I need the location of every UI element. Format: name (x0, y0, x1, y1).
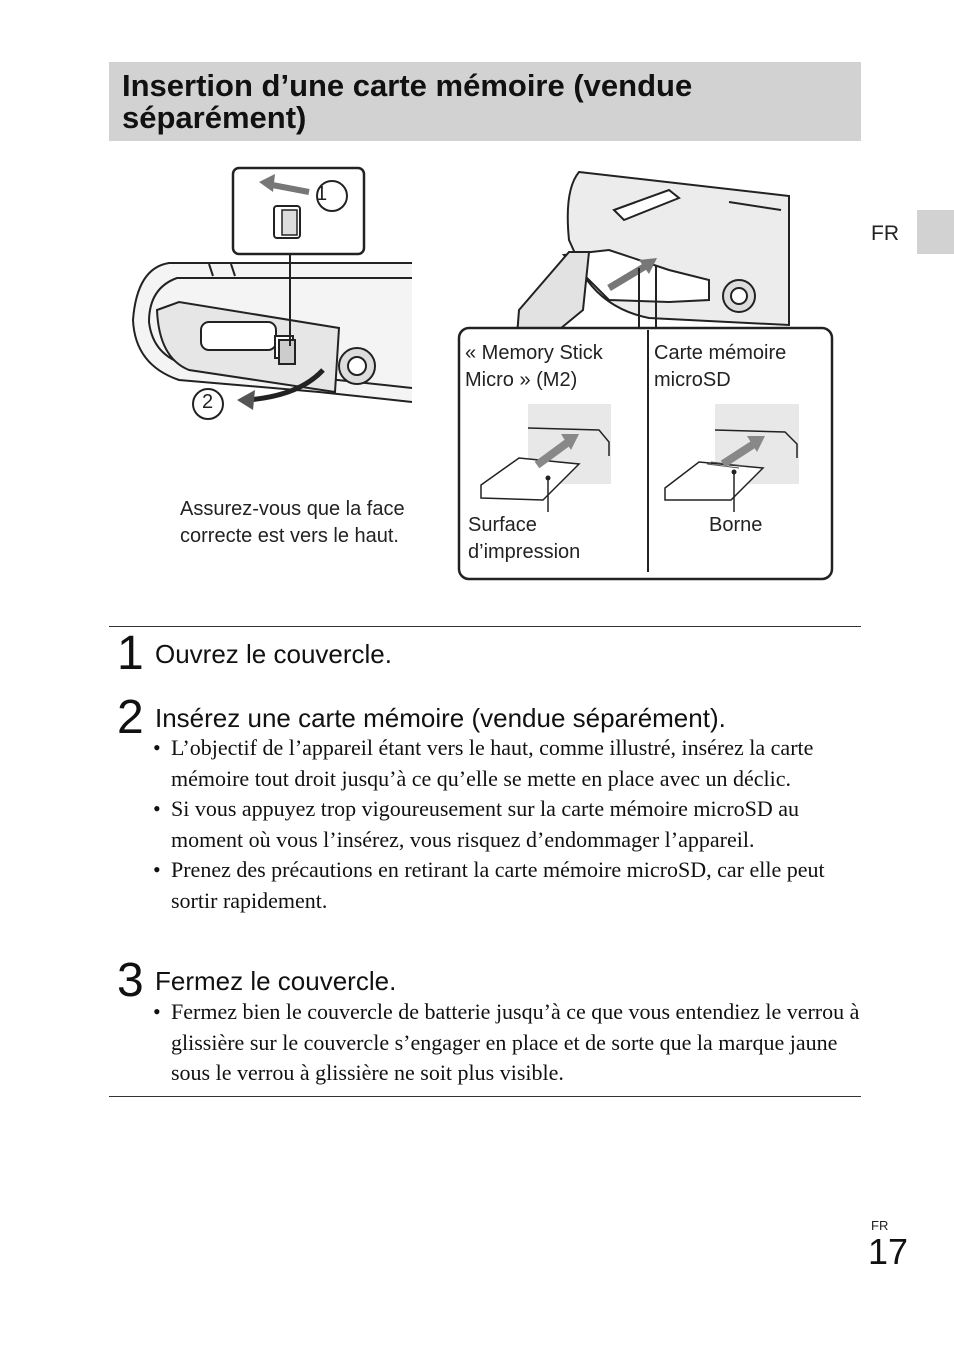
step-3-bullet-1: • Fermez bien le couvercle de batterie jusqu’à ce que vous entendiez le verrou à glissière sur le couvercle s’engager en place et de sorte que la marque jaune sous le verrou à glissière ne soit plus visible. (153, 997, 861, 1089)
camera-side-drawing (517, 172, 789, 338)
step-2-bullet-2: • Si vous appuyez trop vigoureusement sur la carte mémoire microSD au moment où vous l’insérez, vous risquez d’endommager l’appareil. (153, 794, 861, 855)
callout-1-number: 1 (316, 183, 328, 205)
microsd-label-line2: microSD (654, 369, 731, 391)
page-number: 17 (868, 1231, 909, 1272)
memory-stick-label-line1: « Memory Stick (465, 342, 603, 364)
language-tab-label: FR (871, 222, 899, 245)
camera-bottom-drawing (133, 263, 412, 410)
section-title-line1: Insertion d’une carte mémoire (vendue (122, 68, 693, 103)
print-surface-label-line2: d’impression (468, 541, 581, 563)
step-2-bullet-1: • L’objectif de l’appareil étant vers le haut, comme illustré, insérez la carte mémoire tout droit jusqu’à ce qu’elle se mette en place avec un déclic. (153, 733, 861, 794)
step-3-bullets (153, 997, 861, 1089)
step-1-number: 1 (117, 627, 144, 680)
microsd-label-line1: Carte mémoire (654, 342, 787, 364)
section-title (109, 62, 861, 134)
step-2-bullet-3: • Prenez des précautions en retirant la carte mémoire microSD, car elle peut sortir rapidement. (153, 855, 861, 916)
insertion-illustration (109, 160, 861, 600)
memory-stick-label-line2: Micro » (M2) (465, 369, 578, 391)
steps-top-rule (109, 626, 861, 627)
step-3-title: Fermez le couvercle. (155, 966, 397, 996)
footer-language: FR (871, 1218, 889, 1233)
print-surface-label-line1: Surface (468, 514, 537, 536)
step-2-bullets (153, 733, 861, 917)
step-3-number: 3 (117, 954, 144, 1007)
terminal-label: Borne (709, 514, 763, 536)
step-2-number: 2 (117, 691, 144, 744)
language-tab (917, 210, 954, 254)
section-title-box (109, 62, 861, 141)
steps-bottom-rule (109, 1096, 861, 1097)
callout-2-number: 2 (202, 391, 214, 413)
face-note-line2: correcte est vers le haut. (180, 525, 399, 547)
step-2-title: Insérez une carte mémoire (vendue séparément). (155, 703, 726, 733)
step-1-title: Ouvrez le couvercle. (155, 639, 392, 669)
section-title-line2: séparément) (122, 100, 307, 135)
face-note-line1: Assurez-vous que la face (180, 498, 405, 520)
